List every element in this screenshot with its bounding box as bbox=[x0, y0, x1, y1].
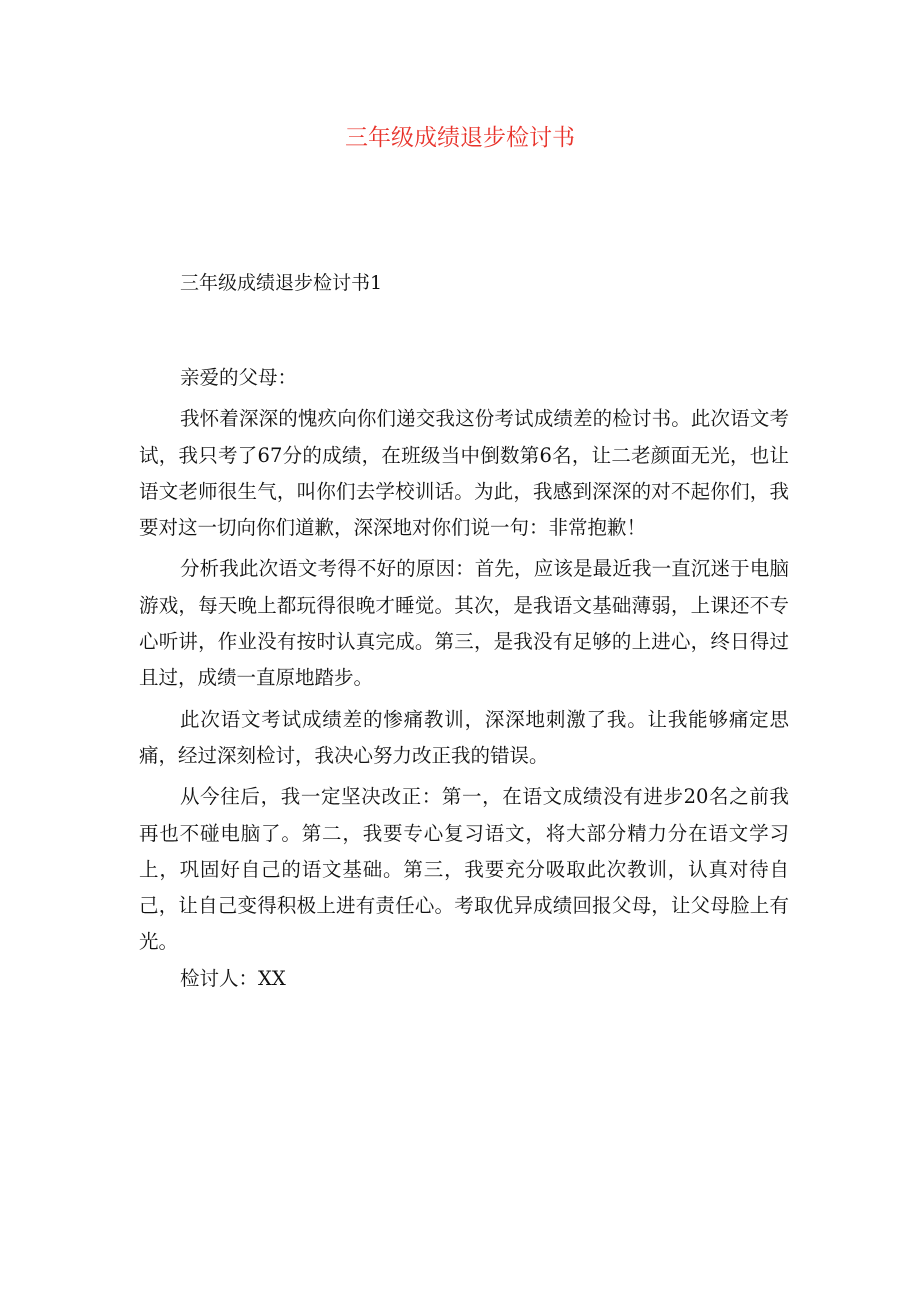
document-body bbox=[139, 360, 789, 997]
paragraph-apology: 我怀着深深的愧疚向你们递交我这份考试成绩差的检讨书。此次语文考试，我只考了67分的成绩，在班级当中倒数第6名，让二老颜面无光，也让语文老师很生气，叫你们去学校训话。为此，我感到深深的对不起你们，我要对这一切向你们道歉，深深地对你们说一句：非常抱歉！ bbox=[139, 407, 789, 540]
document-title: 三年级成绩退步检讨书 bbox=[345, 125, 575, 151]
section-heading: 三年级成绩退步检讨书1 bbox=[180, 272, 383, 294]
signer-line: 检讨人：XX bbox=[180, 966, 286, 990]
greeting-line: 亲爱的父母： bbox=[180, 366, 298, 389]
paragraph-commitments: 从今往后，我一定坚决改正：第一，在语文成绩没有进步20名之前我再也不碰电脑了。第二，我要专心复习语文，将大部分精力分在语文学习上，巩固好自己的语文基础。第三，我要充分吸取此次教训，认真对待自己，让自己变得积极上进有责任心。考取优异成绩回报父母，让父母脸上有光。 bbox=[139, 785, 789, 954]
paragraph-lesson: 此次语文考试成绩差的惨痛教训，深深地刺激了我。让我能够痛定思痛，经过深刻检讨，我决心努力改正我的错误。 bbox=[139, 707, 789, 767]
paragraph-reasons: 分析我此次语文考得不好的原因：首先，应该是最近我一直沉迷于电脑游戏，每天晚上都玩得很晚才睡觉。其次，是我语文基础薄弱，上课还不专心听讲，作业没有按时认真完成。第三，是我没有足够的上进心，终日得过且过，成绩一直原地踏步。 bbox=[139, 557, 789, 690]
